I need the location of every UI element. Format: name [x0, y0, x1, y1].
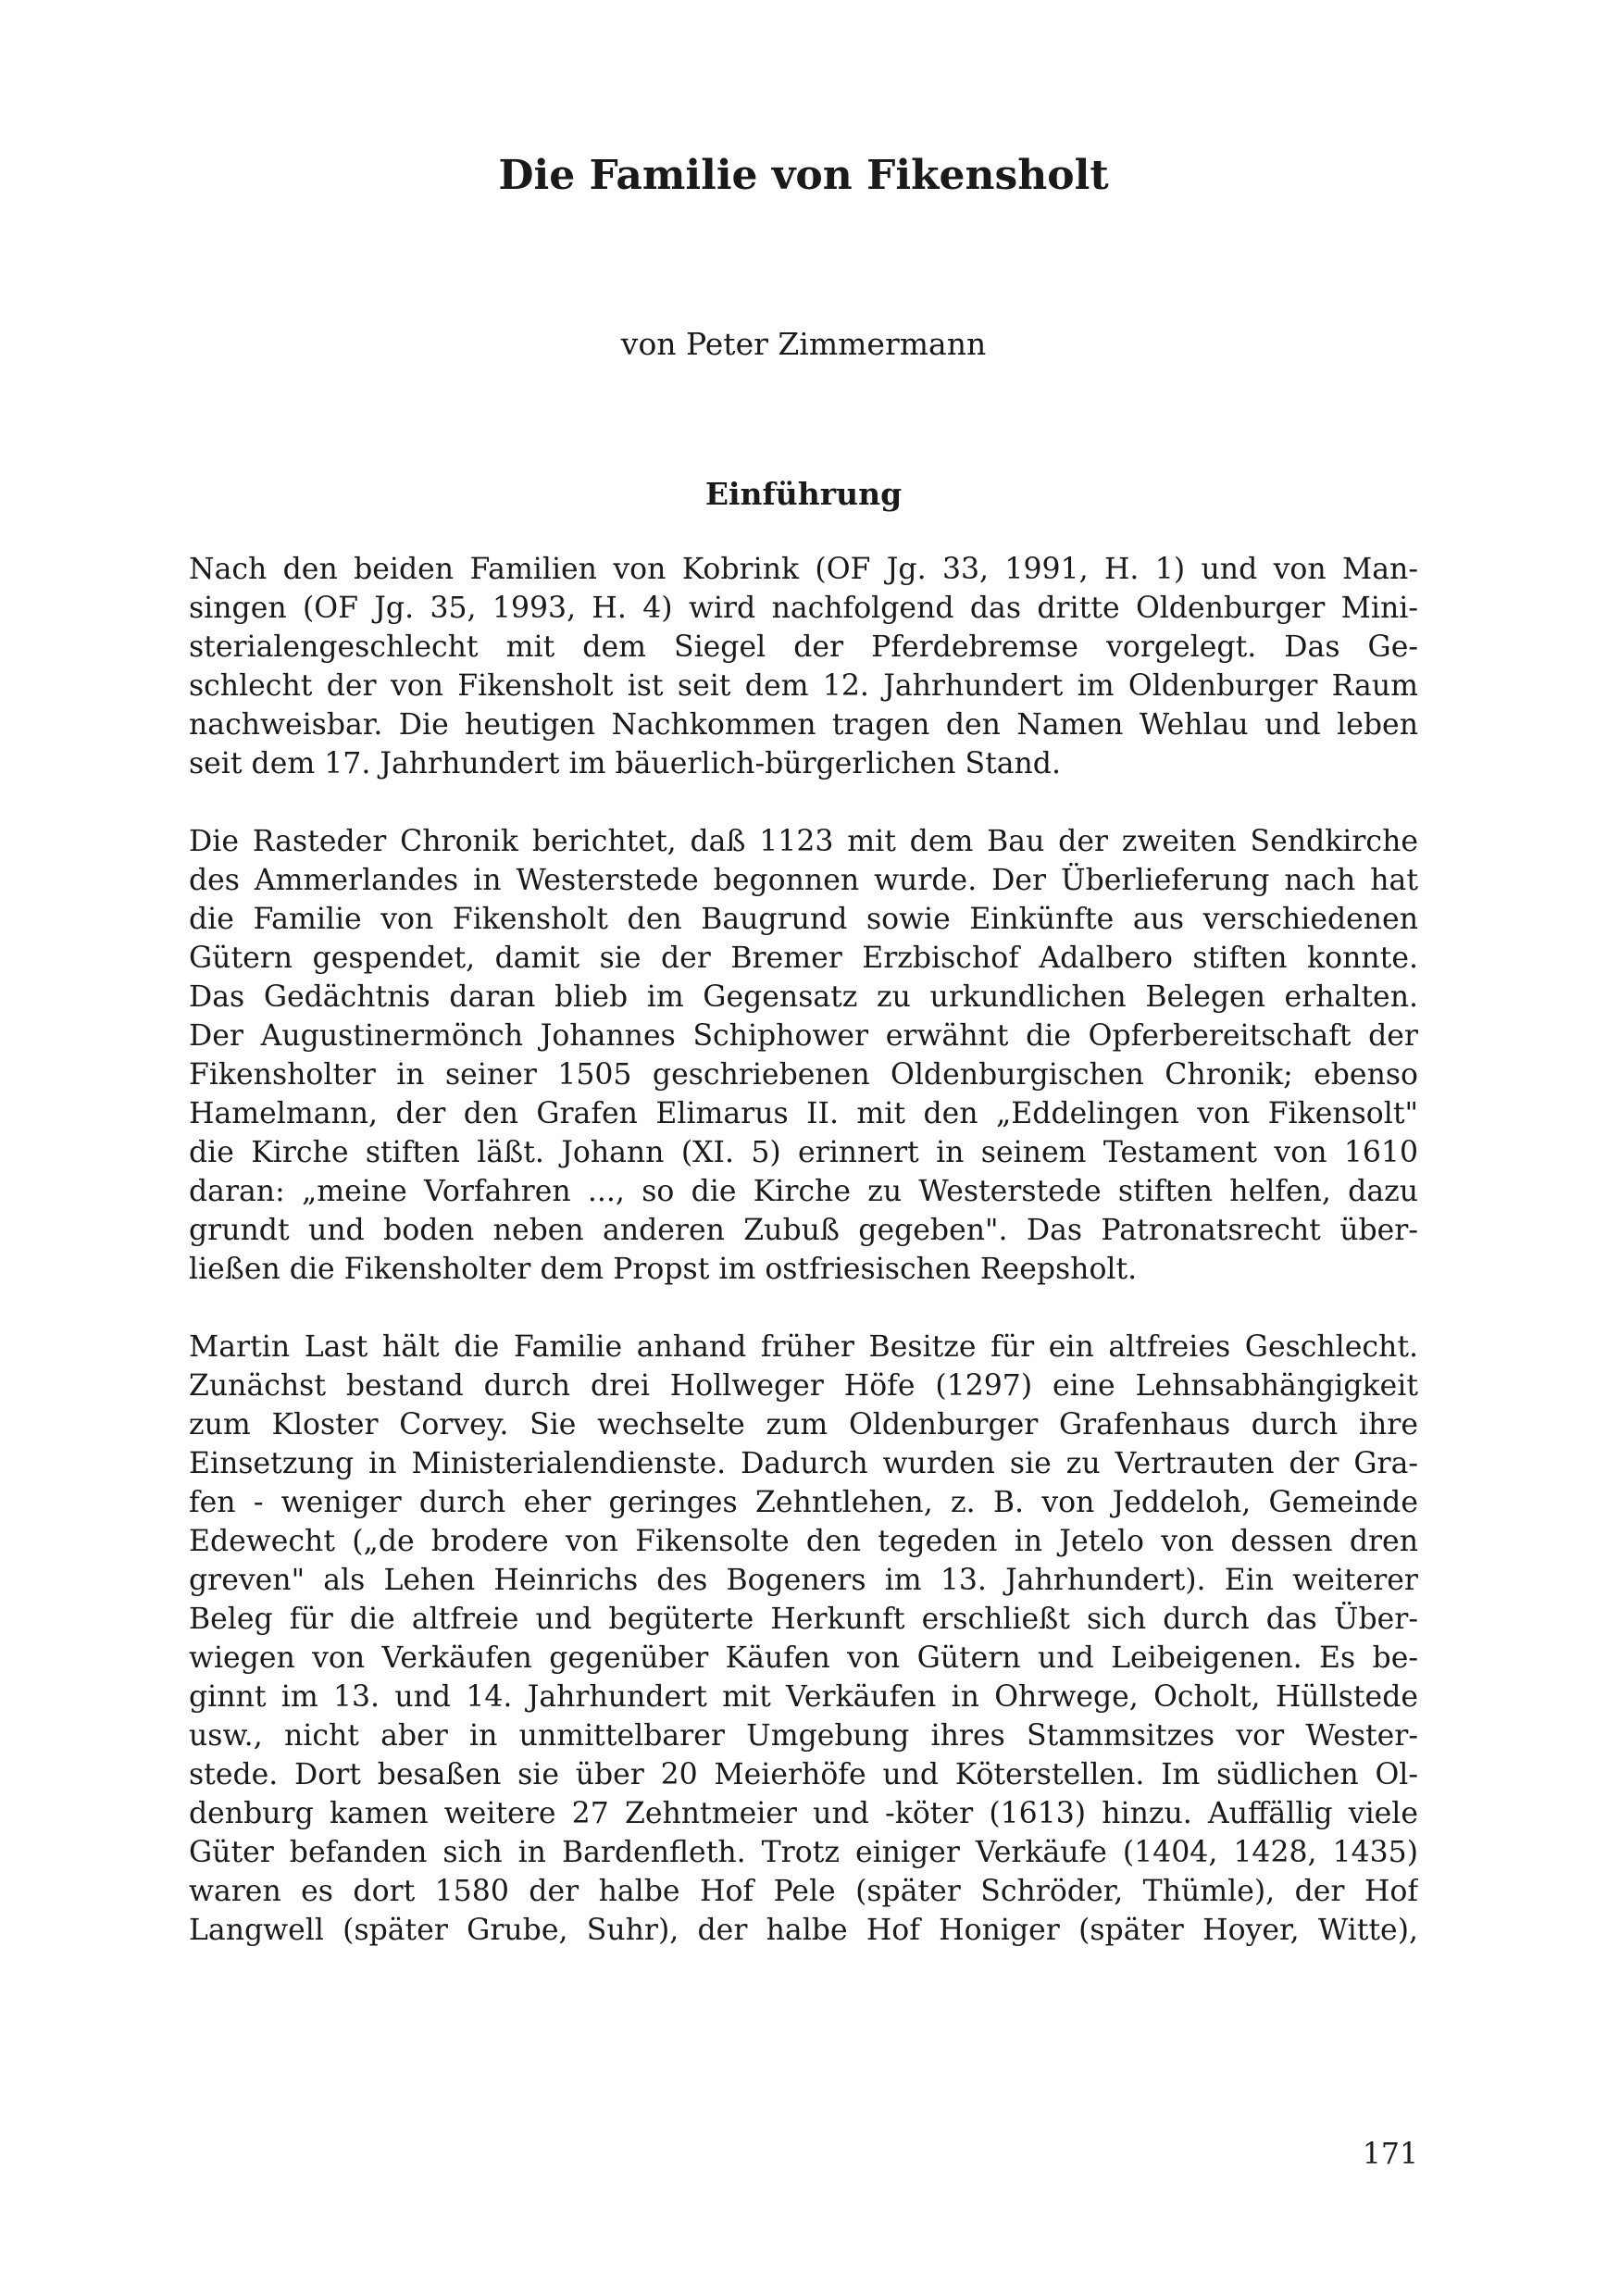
paragraph [189, 1328, 1418, 1950]
text-line: fen - weniger durch eher geringes Zehntlehen, z. B. von Jeddeloh, Gemeinde [189, 1486, 1418, 1519]
text-line: grundt und boden neben anderen Zubuß gegeben". Das Patronatsrecht über- [189, 1214, 1418, 1247]
text-line: Nach den beiden Familien von Kobrink (OF Jg. 33, 1991, H. 1) und von Man- [189, 553, 1418, 586]
text-line: nachweisbar. Die heutigen Nachkommen tragen den Namen Wehlau und leben [189, 708, 1418, 742]
text-line: die Kirche stiften läßt. Johann (XI. 5) erinnert in seinem Testament von 1610 [189, 1136, 1418, 1169]
text-line: zum Kloster Corvey. Sie wechselte zum Oldenburger Grafenhaus durch ihre [189, 1408, 1418, 1441]
text-line: schlecht der von Fikensholt ist seit dem 12. Jahrhundert im Oldenburger Raum [189, 669, 1418, 703]
text-line: denburg kamen weitere 27 Zehntmeier und -köter (1613) hinzu. Auffällig viele [189, 1797, 1418, 1830]
text-line: singen (OF Jg. 35, 1993, H. 4) wird nachfolgend das dritte Oldenburger Mini- [189, 592, 1418, 625]
body-text [189, 550, 1418, 1950]
text-line: stede. Dort besaßen sie über 20 Meierhöfe und Köterstellen. Im südlichen Ol- [189, 1758, 1418, 1791]
text-line: daran: „meine Vorfahren ..., so die Kirche zu Westerstede stiften helfen, dazu [189, 1175, 1418, 1208]
paragraph [189, 822, 1418, 1289]
text-line: greven" als Lehen Heinrichs des Bogeners im 13. Jahrhundert). Ein weiterer [189, 1564, 1418, 1597]
paragraph [189, 550, 1418, 783]
text-line: Beleg für die altfreie und begüterte Herkunft erschließt sich durch das Über- [189, 1603, 1418, 1636]
text-line: des Ammerlandes in Westerstede begonnen wurde. Der Überlieferung nach hat [189, 864, 1418, 897]
text-line: die Familie von Fikensholt den Baugrund sowie Einkünfte aus verschiedenen [189, 903, 1418, 936]
text-line: ließen die Fikensholter dem Propst im ostfriesischen Reepsholt. [189, 1253, 1138, 1286]
text-line: ginnt im 13. und 14. Jahrhundert mit Verkäufen in Ohrwege, Ocholt, Hüllstede [189, 1680, 1418, 1714]
text-line: Güter befanden sich in Bardenfleth. Trotz einiger Verkäufe (1404, 1428, 1435) [189, 1836, 1418, 1869]
text-line: Der Augustinermönch Johannes Schiphower erwähnt die Opferbereitschaft der [189, 1019, 1418, 1053]
text-line: Einsetzung in Ministerialendienste. Dadurch wurden sie zu Vertrauten der Gra- [189, 1447, 1418, 1480]
text-line: Edewecht („de brodere von Fikensolte den tegeden in Jetelo von dessen dren [189, 1525, 1418, 1558]
text-line: seit dem 17. Jahrhundert im bäuerlich-bürgerlichen Stand. [189, 747, 1061, 780]
text-line: wiegen von Verkäufen gegenüber Käufen von Gütern und Leibeigenen. Es be- [189, 1641, 1418, 1675]
text-line: Fikensholter in seiner 1505 geschriebenen Oldenburgischen Chronik; ebenso [189, 1058, 1418, 1092]
page-number: 171 [1362, 2138, 1418, 2171]
section-heading: Einführung [704, 476, 903, 512]
text-line: sterialengeschlecht mit dem Siegel der Pferdebremse vorgelegt. Das Ge- [189, 630, 1418, 664]
text-line: Martin Last hält die Familie anhand früher Besitze für ein altfreies Geschlecht. [189, 1330, 1418, 1364]
text-line: waren es dort 1580 der halbe Hof Pele (später Schröder, Thümle), der Hof [189, 1875, 1418, 1908]
text-line: usw., nicht aber in unmittelbarer Umgebung ihres Stammsitzes vor Wester- [189, 1719, 1418, 1753]
text-line: Zunächst bestand durch drei Hollweger Höfe (1297) eine Lehnsabhängigkeit [189, 1369, 1418, 1403]
article-title: Die Familie von Fikensholt [498, 152, 1109, 199]
text-line: Die Rasteder Chronik berichtet, daß 1123 mit dem Bau der zweiten Sendkirche [189, 825, 1418, 858]
text-line: Gütern gespendet, damit sie der Bremer Erzbischof Adalbero stiften konnte. [189, 942, 1418, 975]
article-author: von Peter Zimmermann [620, 326, 987, 362]
text-line: Hamelmann, der den Grafen Elimarus II. mit den „Eddelingen von Fikensolt" [189, 1097, 1418, 1130]
text-line: Langwell (später Grube, Suhr), der halbe Hof Honiger (später Hoyer, Witte), [189, 1914, 1418, 1947]
text-line: Das Gedächtnis daran blieb im Gegensatz zu urkundlichen Belegen erhalten. [189, 980, 1418, 1014]
